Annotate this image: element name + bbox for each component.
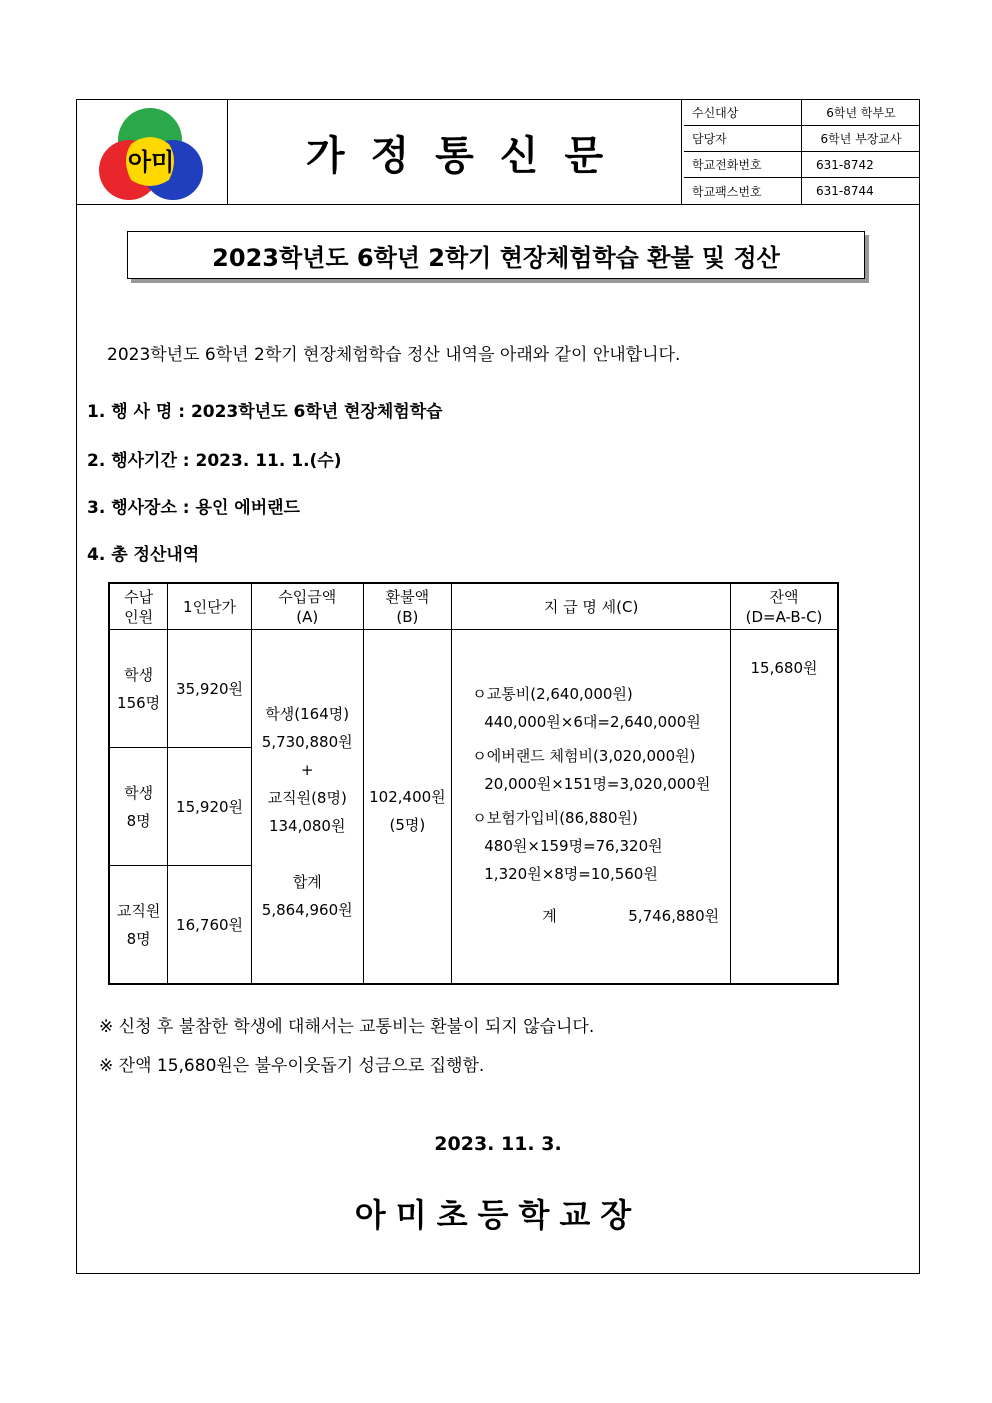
payment-detail: 480원×159명=76,320원 <box>484 837 663 855</box>
refund-cell <box>363 630 452 985</box>
refund-line: 102,400원 <box>369 787 446 806</box>
principal-signature: 아미초등학교장 <box>354 1196 642 1234</box>
table-header-row <box>109 583 838 630</box>
payment-detail: 440,000원×6대=2,640,000원 <box>484 713 701 731</box>
payment-item: ㅇ보험가입비(86,880원) <box>472 809 638 827</box>
item-settlement: 4. 총 정산내역 <box>87 545 200 565</box>
payment-item: ㅇ교통비(2,640,000원) <box>472 685 633 703</box>
payment-detail: 1,320원×8명=10,560원 <box>484 865 658 883</box>
header-count-line1: 수납 <box>124 587 154 606</box>
info-key: 학교전화번호 <box>684 152 802 177</box>
income-line: 5,864,960원 <box>261 900 353 919</box>
logo-text: 아미 <box>127 148 175 176</box>
count-line2: 8명 <box>126 929 151 948</box>
count-cell <box>109 630 168 748</box>
info-value: 631-8742 <box>816 157 874 172</box>
count-cell <box>109 748 168 866</box>
count-cell <box>109 866 168 985</box>
info-row <box>684 178 920 204</box>
settlement-table <box>108 582 839 985</box>
info-row <box>684 100 920 126</box>
header-balance-line2: (D=A-B-C) <box>745 607 823 626</box>
header-refund-line1: 환불액 <box>385 587 430 606</box>
refund-line: (5명) <box>389 815 426 834</box>
info-table <box>684 100 920 204</box>
info-value: 6학년 학부모 <box>826 106 896 120</box>
payment-detail: 20,000원×151명=3,020,000원 <box>484 775 711 793</box>
payment-total-value: 5,746,880원 <box>628 907 720 925</box>
count-line1: 학생 <box>124 665 154 684</box>
issue-date: 2023. 11. 3. <box>434 1133 562 1155</box>
note-balance: ※ 잔액 15,680원은 불우이웃돕기 성금으로 집행함. <box>99 1056 485 1076</box>
info-key: 수신대상 <box>684 100 802 125</box>
page-title: 가정통신문 <box>228 100 682 204</box>
notice-title: 2023학년도 6학년 2학기 현장체험학습 환불 및 정산 <box>127 231 865 279</box>
payment-item: ㅇ에버랜드 체험비(3,020,000원) <box>472 747 696 765</box>
info-key: 담당자 <box>684 126 802 151</box>
count-line1: 교직원 <box>116 901 161 920</box>
item-event-place: 3. 행사장소 : 용인 에버랜드 <box>87 498 300 518</box>
unit-cell: 16,760원 <box>168 866 252 985</box>
note-refund: ※ 신청 후 불참한 학생에 대해서는 교통비는 환불이 되지 않습니다. <box>99 1017 595 1037</box>
item-event-name: 1. 행 사 명 : 2023학년도 6학년 현장체험학습 <box>87 402 443 422</box>
item-event-period: 2. 행사기간 : 2023. 11. 1.(수) <box>87 451 342 471</box>
table-row <box>109 630 838 748</box>
info-row <box>684 126 920 152</box>
school-logo <box>77 100 227 204</box>
info-key: 학교팩스번호 <box>684 178 802 204</box>
income-line: 134,080원 <box>268 816 346 835</box>
count-line2: 8명 <box>126 811 151 830</box>
payment-total-label: 계 <box>542 907 557 925</box>
header-payment: 지 급 명 세(C) <box>452 583 731 630</box>
info-row <box>684 152 920 178</box>
info-value: 6학년 부장교사 <box>820 132 902 146</box>
income-cell <box>251 630 363 985</box>
logo-cell <box>77 100 228 204</box>
header-income-line1: 수입금액 <box>278 587 337 606</box>
income-line: 5,730,880원 <box>261 732 353 751</box>
header-unit: 1인단가 <box>168 583 252 630</box>
income-line: 교직원(8명) <box>267 788 347 807</box>
unit-cell: 35,920원 <box>168 630 252 748</box>
header-balance-line1: 잔액 <box>769 587 799 606</box>
income-line: + <box>300 760 314 779</box>
header-count <box>109 583 168 630</box>
balance-cell: 15,680원 <box>731 630 839 985</box>
intro-text: 2023학년도 6학년 2학기 현장체험학습 정산 내역을 아래와 같이 안내합니다. <box>107 345 681 365</box>
header-income <box>251 583 363 630</box>
unit-cell: 15,920원 <box>168 748 252 866</box>
header-refund-line2: (B) <box>396 607 419 626</box>
header-income-line2: (A) <box>296 607 319 626</box>
header-balance <box>731 583 839 630</box>
payment-total <box>472 902 730 930</box>
income-line: 합계 <box>292 872 322 891</box>
count-line1: 학생 <box>124 783 154 802</box>
header <box>77 100 919 205</box>
payment-cell <box>452 630 731 985</box>
count-line2: 156명 <box>117 693 161 712</box>
income-line: 학생(164명) <box>265 704 350 723</box>
document-frame <box>76 99 920 1274</box>
header-count-line2: 인원 <box>124 607 154 626</box>
info-value: 631-8744 <box>816 184 874 198</box>
header-refund <box>363 583 452 630</box>
